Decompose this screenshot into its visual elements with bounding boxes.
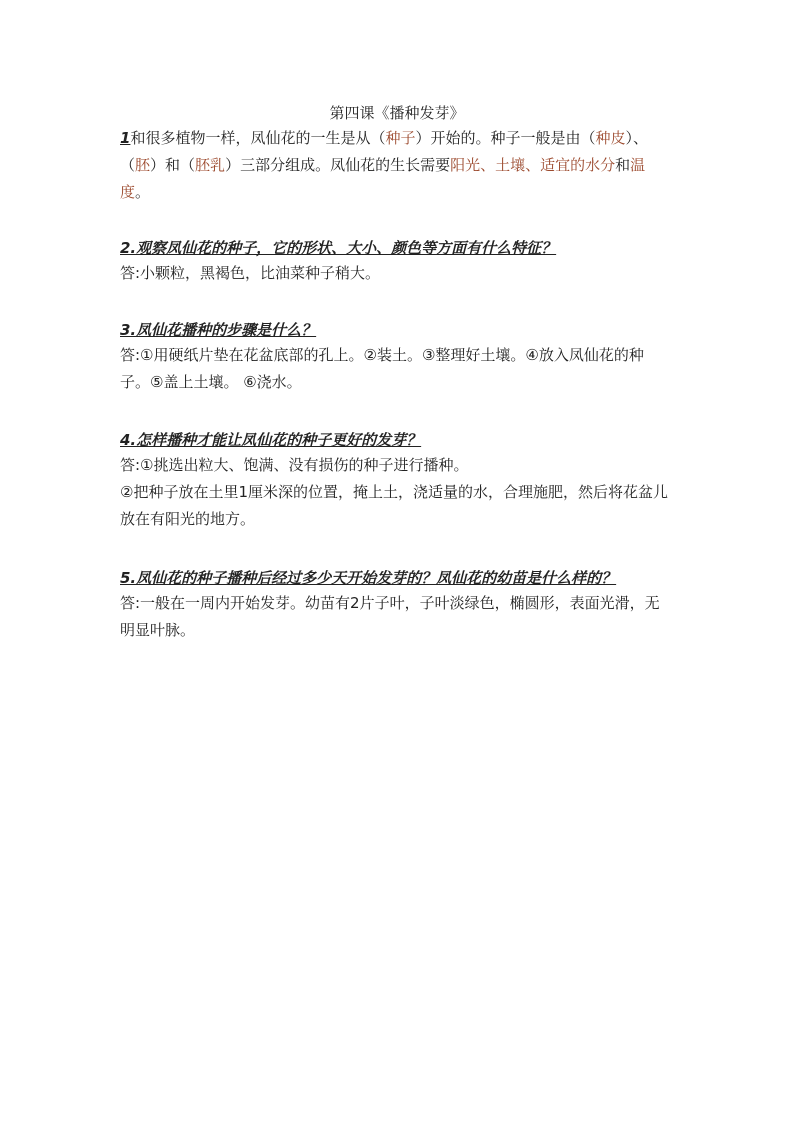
question-4-block (120, 428, 672, 533)
page-title: 第四课《播种发芽》 (329, 104, 465, 122)
question-2-block (120, 236, 672, 287)
section-1-number: 1 (120, 129, 131, 147)
text-run: ）和（ (150, 156, 196, 174)
question-5-block (120, 566, 672, 644)
section-1 (120, 125, 672, 206)
answer-highlight: 胚 (135, 156, 151, 174)
text-run: 和 (615, 156, 631, 174)
section-1-text (120, 125, 672, 206)
answer-4-line-1: 答:①挑选出粒大、饱满、没有损伤的种子进行播种。 (120, 456, 469, 474)
answer-highlight: 种皮 (595, 129, 626, 147)
text-run: ）三部分组成。凤仙花的生长需要 (225, 156, 451, 174)
answer-3: 答:①用硬纸片垫在花盆底部的孔上。②装土。③整理好土壤。④放入凤仙花的种子。⑤盖上土壤。 ⑥浇水。 (120, 346, 644, 391)
text-run: 。 (135, 183, 151, 201)
question-5: 5.凤仙花的种子播种后经过多少天开始发芽的？凤仙花的幼苗是什么样的？ (120, 569, 617, 587)
question-4: 4.怎样播种才能让凤仙花的种子更好的发芽？ (120, 431, 422, 449)
question-2: 2.观察凤仙花的种子，它的形状、大小、颜色等方面有什么特征？ (120, 239, 557, 257)
answer-highlight: 胚乳 (195, 156, 226, 174)
text-run: ）、（ (120, 129, 649, 174)
answer-highlight: 温度 (120, 156, 646, 201)
answer-4-line-2: ②把种子放在土里1厘米深的位置，掩上土，浇适量的水，合理施肥，然后将花盆儿放在有阳光的地方。 (120, 483, 668, 528)
answer-5: 答:一般在一周内开始发芽。幼苗有2片子叶，子叶淡绿色，椭圆形，表面光滑，无明显叶脉。 (120, 594, 660, 639)
text-run: 和很多植物一样，凤仙花的一生是从（ (130, 129, 386, 147)
question-3-block (120, 318, 672, 396)
answer-2: 答:小颗粒，黑褐色，比油菜种子稍大。 (120, 264, 381, 282)
answer-highlight: 种子 (385, 129, 416, 147)
question-3: 3.凤仙花播种的步骤是什么？ (120, 321, 317, 339)
text-run: ）开始的。种子一般是由（ (415, 129, 596, 147)
answer-highlight: 阳光、土壤、适宜的水分 (450, 156, 616, 174)
